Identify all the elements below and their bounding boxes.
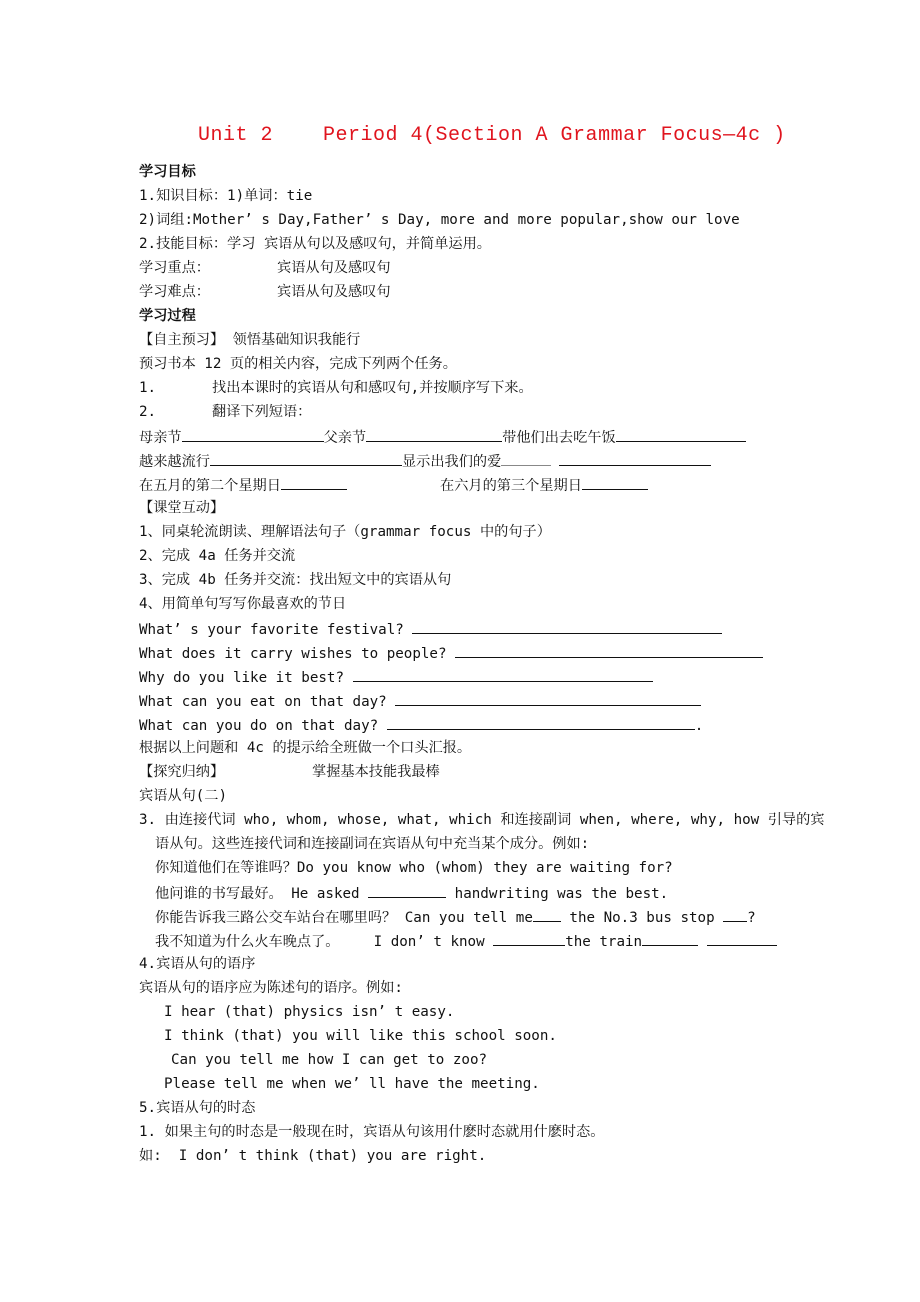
blank-love-b[interactable] (559, 451, 711, 466)
question-2 (139, 643, 763, 663)
blank-father[interactable] (366, 427, 502, 442)
example-2-blank[interactable] (368, 883, 446, 898)
phrase-june-row (440, 475, 648, 495)
question-5-period: . (694, 718, 704, 734)
class-title: 【课堂互动】 (139, 500, 225, 516)
answer-blank-4[interactable] (395, 691, 701, 706)
task1-text: 找出本课时的宾语从句和感叹句,并按顺序写下来。 (212, 380, 533, 396)
question-1 (139, 619, 722, 639)
answer-blank-1[interactable] (412, 619, 722, 634)
question-3 (139, 667, 653, 687)
rule-4-heading: 4.宾语从句的语序 (139, 956, 256, 972)
blank-lunch[interactable] (616, 427, 746, 442)
page-title: Unit 2 Period 4(Section A Grammar Focus—4c ) (198, 124, 786, 147)
phrases-goal-a: 2)词组:Mother’ s Day (139, 212, 305, 228)
example-4-blank-1[interactable] (493, 931, 565, 946)
example-2-b: handwriting was the best. (446, 886, 669, 902)
key-point-label: 学习重点： (139, 260, 210, 276)
rule-5-heading: 5.宾语从句的时态 (139, 1100, 256, 1116)
sentence-1: I hear (that) physics isn’ t easy. (164, 1004, 455, 1020)
task2-number: 2. (139, 404, 157, 420)
phrase-may-row (139, 475, 347, 495)
phrases-goal-b: ,Father’ s Day, more and more popular,show our love (304, 212, 740, 228)
answer-blank-5[interactable] (387, 715, 695, 730)
question-4 (139, 691, 701, 711)
phrase-father: 父亲节 (323, 430, 367, 446)
question-2-text: What does it carry wishes to people? (139, 646, 447, 662)
difficulty-label: 学习难点： (139, 284, 210, 300)
sentence-4: Please tell me when we’ ll have the meeting. (164, 1076, 540, 1092)
question-4-text: What can you eat on that day? (139, 694, 387, 710)
explore-title: 【探究归纳】 (139, 764, 225, 780)
question-5-text: What can you do on that day? (139, 718, 379, 734)
example-3-blank-2[interactable] (723, 907, 747, 922)
blank-june[interactable] (582, 475, 648, 490)
rule-5-rule: 1. 如果主句的时态是一般现在时，宾语从句该用什麽时态就用什麽时态。 (139, 1124, 605, 1140)
example-3-blank-1[interactable] (533, 907, 561, 922)
process-heading: 学习过程 (139, 308, 196, 324)
question-5 (139, 715, 703, 735)
question-1-text: What’ s your favorite festival? (139, 622, 404, 638)
rule-4-desc: 宾语从句的语序应为陈述句的语序。例如: (139, 980, 403, 996)
phrase-may: 在五月的第二个星期日 (139, 478, 281, 494)
phrase-row-1 (139, 427, 746, 447)
oral-report: 根据以上问题和 4c 的提示给全班做一个口头汇报。 (139, 740, 472, 756)
rule-3-line-a: 3. 由连接代词 who, whom, whose, what, which 和连接副词 when, where, why, how 引导的宾 (139, 812, 825, 828)
phrase-love: 显示出我们的爱 (401, 454, 502, 470)
sentence-2 (164, 1027, 557, 1045)
blank-mother[interactable] (182, 427, 324, 442)
task1-number: 1. (139, 380, 157, 396)
example-4-blank-3[interactable] (707, 931, 777, 946)
example-4-b: the train (565, 934, 643, 950)
phrase-june: 在六月的第三个星期日 (440, 478, 582, 494)
rule-3-line-b: 语从句。这些连接代词和连接副词在宾语从句中充当某个成分。例如: (155, 836, 590, 852)
example-4-a: 我不知道为什么火车晚点了。 I don’ t know (155, 934, 485, 950)
phrases-goal (139, 211, 740, 229)
phrase-row-2 (139, 451, 711, 471)
class-item-3: 3、完成 4b 任务并交流：找出短文中的宾语从句 (139, 572, 452, 588)
example-3-c: ? (747, 910, 756, 926)
example-3 (155, 907, 756, 927)
phrase-mother: 母亲节 (139, 430, 182, 446)
rule-5-example: 如: I don’ t think (that) you are right. (139, 1148, 487, 1164)
phrase-lunch: 带他们出去吃午饭 (502, 430, 616, 446)
goals-heading: 学习目标 (139, 164, 196, 180)
example-4 (155, 931, 777, 951)
example-2-a: 他问谁的书写最好。 He asked (155, 886, 360, 902)
answer-blank-2[interactable] (455, 643, 763, 658)
key-point-value: 宾语从句及感叹句 (277, 260, 391, 276)
skill-goal: 2.技能目标：学习 宾语从句以及感叹句，并简单运用。 (139, 236, 491, 252)
question-3-text: Why do you like it best? (139, 670, 344, 686)
class-item-2: 2、完成 4a 任务并交流 (139, 548, 296, 564)
example-1: 你知道他们在等谁吗？Do you know who (whom) they are waiting for? (155, 860, 673, 876)
class-item-4: 4、用简单句写写你最喜欢的节日 (139, 596, 347, 612)
preview-desc: 预习书本 12 页的相关内容，完成下列两个任务。 (139, 356, 457, 372)
example-3-a: 你能告诉我三路公交车站台在哪里吗？ Can you tell me (155, 910, 533, 926)
blank-may[interactable] (281, 475, 347, 490)
blank-love-a[interactable] (501, 451, 551, 466)
phrase-popular: 越来越流行 (139, 454, 210, 470)
explore-topic: 宾语从句(二) (139, 788, 228, 804)
task2-text: 翻译下列短语： (212, 404, 312, 420)
sentence-2-a: I th (164, 1028, 199, 1044)
difficulty-value: 宾语从句及感叹句 (277, 284, 391, 300)
sentence-2-b: ink (that) you will like this school soon. (198, 1028, 557, 1044)
sentence-3: Can you tell me how I can get to zoo? (171, 1052, 488, 1068)
explore-subtitle: 掌握基本技能我最棒 (312, 764, 440, 780)
answer-blank-3[interactable] (353, 667, 653, 682)
example-3-b: the No.3 bus stop (560, 910, 715, 926)
example-2 (155, 883, 668, 903)
blank-popular[interactable] (210, 451, 402, 466)
example-4-blank-2[interactable] (642, 931, 698, 946)
knowledge-goal: 1.知识目标：1)单词：tie (139, 188, 313, 204)
class-item-1: 1、同桌轮流朗读、理解语法句子（grammar focus 中的句子） (139, 524, 551, 540)
preview-title: 【自主预习】 领悟基础知识我能行 (139, 332, 361, 348)
